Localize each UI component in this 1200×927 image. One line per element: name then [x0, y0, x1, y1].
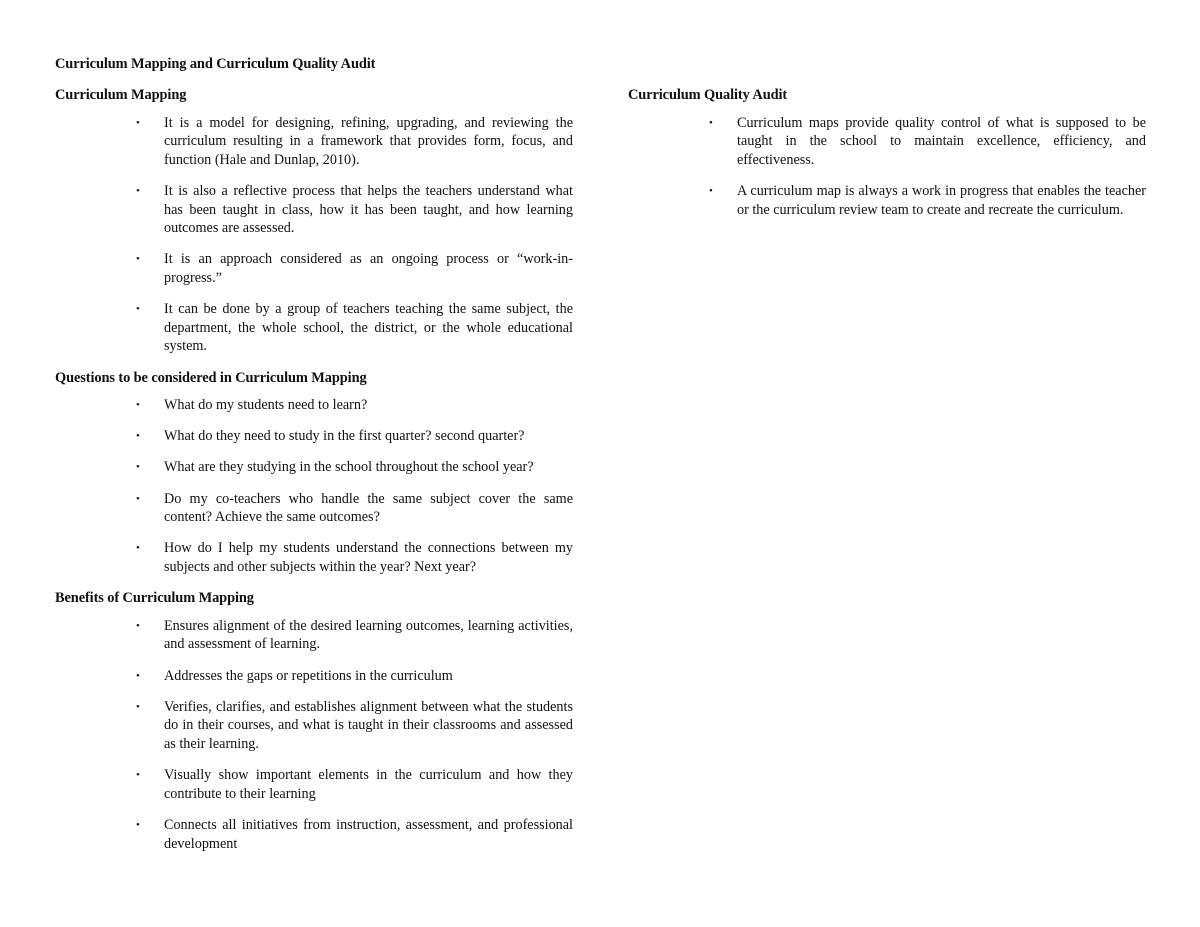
list-item: • Do my co-teachers who handle the same subject cover the same content? Achieve the same outcomes? — [164, 490, 573, 527]
document-title: Curriculum Mapping and Curriculum Quality Audit — [55, 56, 376, 72]
list-item: • Addresses the gaps or repetitions in the curriculum — [164, 667, 573, 686]
list-item: • How do I help my students understand the connections between my subjects and other subjects within the year? Next year? — [164, 539, 573, 576]
section-heading-curriculum-mapping: Curriculum Mapping — [55, 87, 187, 103]
list-item: • Ensures alignment of the desired learning outcomes, learning activities, and assessment of learning. — [164, 617, 573, 654]
list-item: • What do they need to study in the first quarter? second quarter? — [164, 427, 573, 446]
quality-audit-list — [628, 114, 1146, 220]
section-heading-questions: Questions to be considered in Curriculum Mapping — [55, 369, 367, 386]
list-item: • It is an approach considered as an ongoing process or “work-in-progress.” — [164, 250, 573, 287]
curriculum-mapping-list — [55, 114, 573, 356]
list-item: • What do my students need to learn? — [164, 396, 573, 415]
list-item: • It is also a reflective process that helps the teachers understand what has been taught in class, how it has been taught, and how learning outcomes are assessed. — [164, 182, 573, 238]
section-heading-quality-audit: Curriculum Quality Audit — [628, 87, 788, 103]
list-item: • Curriculum maps provide quality control of what is supposed to be taught in the school to maintain excellence, efficiency, and effectiveness. — [737, 114, 1146, 170]
right-column — [628, 86, 1146, 232]
list-item: • Connects all initiatives from instruction, assessment, and professional development — [164, 816, 573, 853]
list-item: • Visually show important elements in the curriculum and how they contribute to their learning — [164, 766, 573, 803]
benefits-list — [55, 617, 573, 853]
questions-list — [55, 396, 573, 577]
list-item: • A curriculum map is always a work in progress that enables the teacher or the curriculum review team to create and recreate the curriculum. — [737, 182, 1146, 219]
left-column — [55, 86, 573, 866]
list-item: • It is a model for designing, refining, upgrading, and reviewing the curriculum resulting in a framework that provides form, focus, and function (Hale and Dunlap, 2010). — [164, 114, 573, 170]
list-item: • Verifies, clarifies, and establishes alignment between what the students do in their courses, and what is taught in their classrooms and assessed as their learning. — [164, 698, 573, 754]
list-item: • It can be done by a group of teachers teaching the same subject, the department, the whole school, the district, or the whole educational system. — [164, 300, 573, 356]
section-heading-benefits: Benefits of Curriculum Mapping — [55, 590, 254, 607]
list-item: • What are they studying in the school throughout the school year? — [164, 458, 573, 477]
